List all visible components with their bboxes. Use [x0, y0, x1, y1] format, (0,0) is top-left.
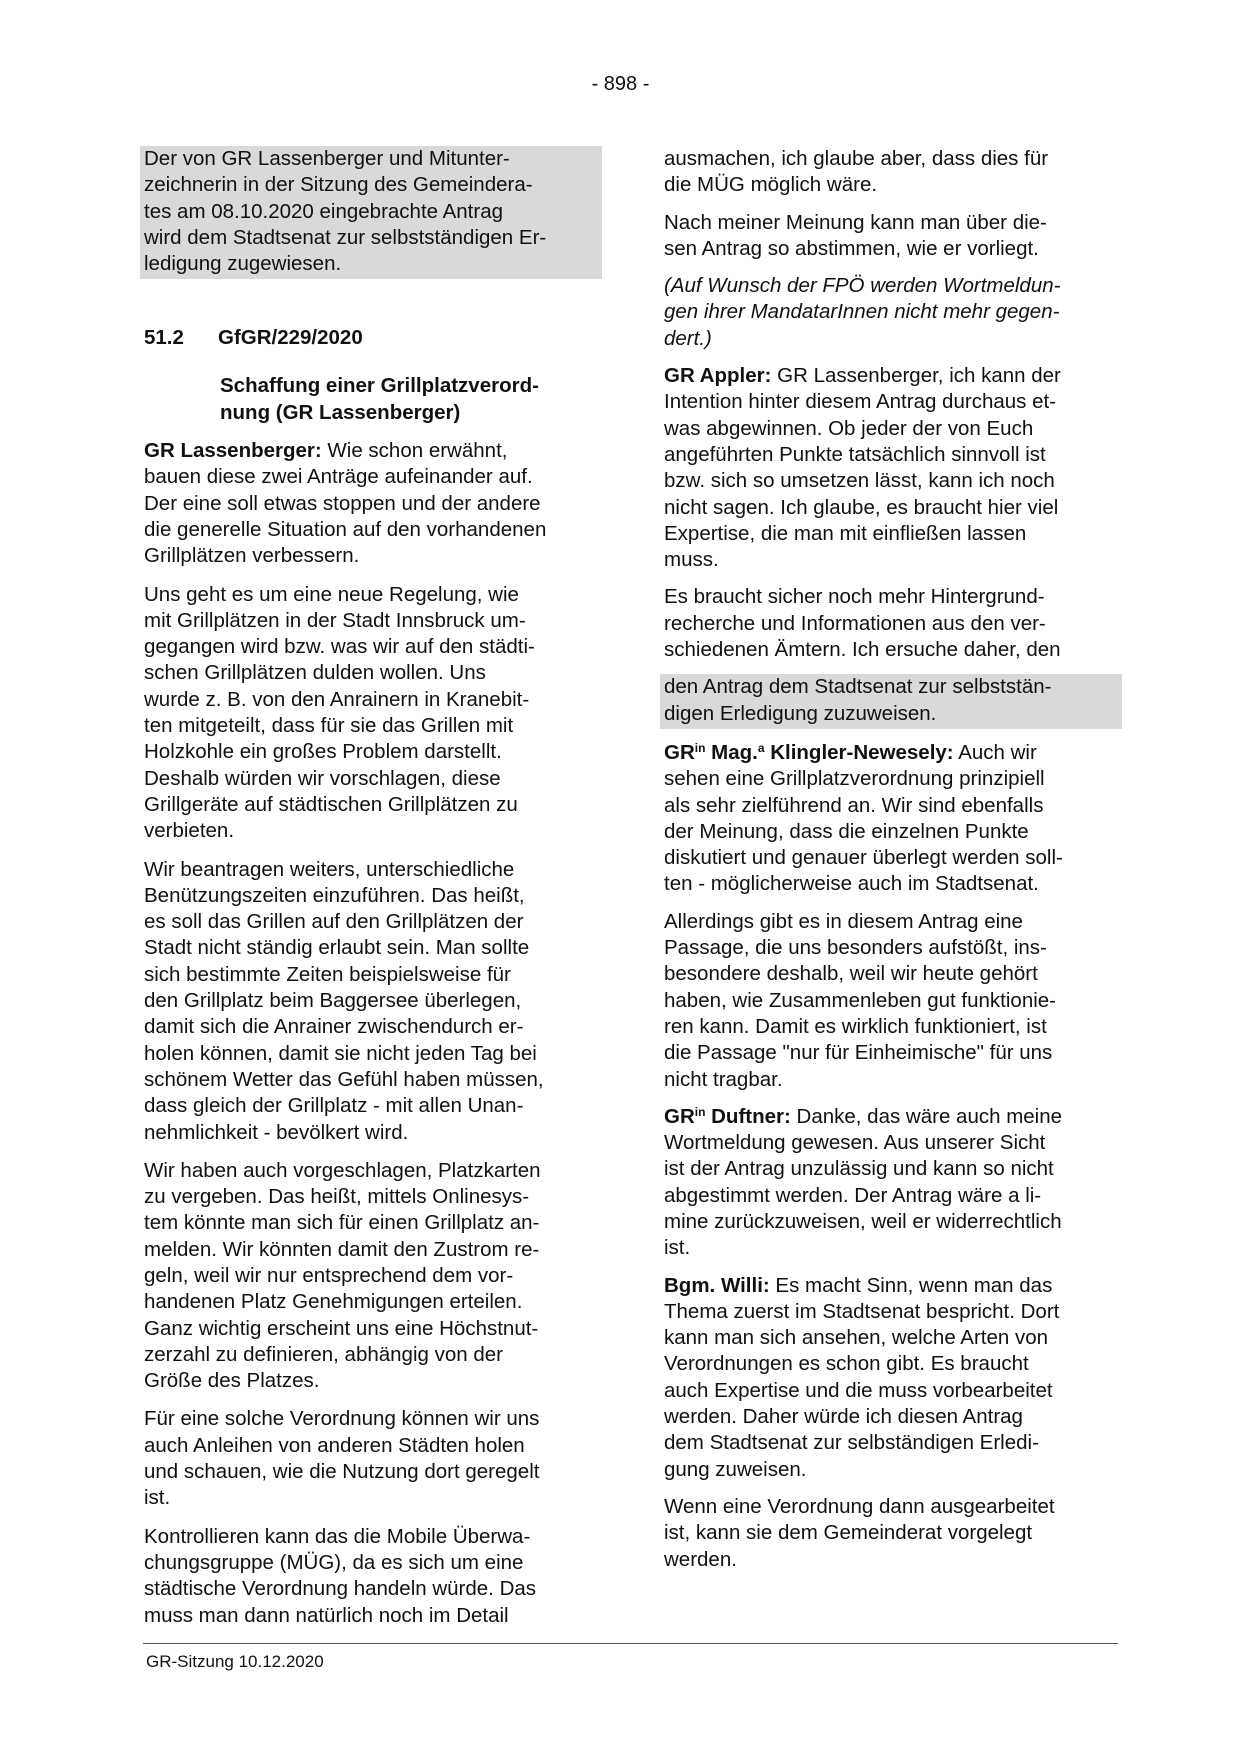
text-line: Deshalb würden wir vorschlagen, diese [144, 766, 501, 790]
text-line: Uns geht es um eine neue Regelung, wie [144, 582, 519, 606]
speaker-name: $GR^{in}$ Mag.$^a$ Klingler-Newesely: [664, 740, 954, 764]
text-line: digen Erledigung zuzuweisen. [664, 701, 937, 725]
text-line: was abgewinnen. Ob jeder der von Euch [664, 416, 1034, 440]
text-line: Der eine soll etwas stoppen und der andere [144, 491, 541, 515]
text-line: abgestimmt werden. Der Antrag wäre a li- [664, 1183, 1042, 1207]
text-line: Wenn eine Verordnung dann ausgearbeitet [664, 1494, 1055, 1518]
text-line: Wir haben auch vorgeschlagen, Platzkarten [144, 1158, 541, 1182]
text-line: die Passage "nur für Einheimische" für uns [664, 1041, 1053, 1065]
speaker-name: GR Appler: [664, 364, 772, 388]
paragraph [664, 909, 1118, 1093]
text-line: Wir beantragen weiters, unterschiedliche [144, 857, 515, 881]
text-line: Expertise, die man mit einfließen lassen [664, 521, 1027, 545]
paragraph [144, 1158, 598, 1395]
text-line: Wie schon erwähnt, [321, 439, 508, 463]
speech-willi [664, 1273, 1118, 1483]
paragraph [664, 1494, 1118, 1573]
text-line: nicht tragbar. [664, 1067, 783, 1091]
speech-lassenberger [144, 438, 598, 569]
text-line: haben, wie Zusammenleben gut funktionie- [664, 988, 1057, 1012]
text-line: Intention hinter diesem Antrag durchaus et- [664, 390, 1057, 414]
text-line: ren kann. Damit es wirklich funktioniert, ist [664, 1014, 1047, 1038]
text-line: die generelle Situation auf den vorhandenen [144, 517, 547, 541]
text-line: auch Expertise und die muss vorbearbeitet [664, 1378, 1053, 1402]
text-line: Stadt nicht ständig erlaubt sein. Man sollte [144, 936, 530, 960]
text-line: dert.) [664, 326, 712, 350]
text-line: geln, weil wir nur entsprechend dem vor- [144, 1263, 514, 1287]
right-column [664, 146, 1118, 1584]
text-line: schen Grillplätzen dulden wollen. Uns [144, 661, 486, 685]
text-line: städtische Verordnung handeln würde. Das [144, 1577, 537, 1601]
text-line: zeichnerin in der Sitzung des Gemeindera- [144, 173, 533, 197]
text-line: bzw. sich so umsetzen lässt, kann ich noch [664, 469, 1055, 493]
text-line: die MÜG möglich wäre. [664, 173, 878, 197]
text-line: nehmlichkeit - bevölkert wird. [144, 1120, 409, 1144]
text-line: Es macht Sinn, wenn man das [769, 1273, 1053, 1297]
text-line: tem könnte man sich für einen Grillplatz an- [144, 1211, 540, 1235]
text-line: als sehr zielführend an. Wir sind ebenfalls [664, 793, 1044, 817]
footer-session-date: GR-Sitzung 10.12.2020 [146, 1652, 324, 1671]
text-line: muss. [664, 548, 719, 572]
text-line: bauen diese zwei Anträge aufeinander auf. [144, 465, 533, 489]
text-line: sen Antrag so abstimmen, wie er vorliegt. [664, 236, 1039, 260]
text-line: Passage, die uns besonders aufstößt, ins- [664, 936, 1047, 960]
text-line: Verordnungen es schon gibt. Es braucht [664, 1352, 1029, 1376]
text-line: den Grillplatz beim Baggersee überlegen, [144, 989, 522, 1013]
paragraph [144, 1524, 598, 1629]
text-line: angeführten Punkte tatsächlich sinnvoll ist [664, 442, 1046, 466]
text-line: Größe des Platzes. [144, 1369, 320, 1393]
text-line: Grillgeräte auf städtischen Grillplätzen zu [144, 792, 518, 816]
decision-box [660, 674, 1122, 729]
text-line: ledigung zugewiesen. [144, 252, 342, 276]
text-line: sich bestimmte Zeiten beispielsweise für [144, 962, 511, 986]
text-line: Schaffung einer Grillplatzverord- [220, 374, 539, 398]
text-line: gen ihrer MandatarInnen nicht mehr gegen- [664, 300, 1060, 324]
text-line: dem Stadtsenat zur selbständigen Erledi- [664, 1431, 1039, 1455]
text-line: diskutiert und genauer überlegt werden soll- [664, 846, 1063, 870]
speech-duftner [664, 1104, 1118, 1262]
paragraph [664, 584, 1118, 663]
text-line: damit sich die Anrainer zwischendurch er- [144, 1015, 524, 1039]
text-line: gung zuweisen. [664, 1457, 807, 1481]
text-line: Es braucht sicher noch mehr Hintergrund- [664, 585, 1045, 609]
text-line: (Auf Wunsch der FPÖ werden Wortmeldun- [664, 274, 1061, 298]
text-line: Grillplätzen verbessern. [144, 544, 360, 568]
paragraph [144, 582, 598, 845]
speaker-name: Bgm. Willi: [664, 1273, 770, 1297]
text-line: Ganz wichtig erscheint uns eine Höchstnut- [144, 1316, 539, 1340]
text-line: der Meinung, dass die einzelnen Punkte [664, 819, 1029, 843]
text-line: Allerdings gibt es in diesem Antrag eine [664, 909, 1023, 933]
text-line: recherche und Informationen aus den ver- [664, 611, 1046, 635]
text-line: ten - möglicherweise auch im Stadtsenat. [664, 872, 1039, 896]
text-line: Für eine solche Verordnung können wir uns [144, 1407, 540, 1431]
text-line: ausmachen, ich glaube aber, dass dies für [664, 147, 1049, 170]
text-line: ist. [144, 1486, 171, 1510]
section-title [220, 373, 598, 426]
speaker-name: $GR^{in}$ Duftner: [664, 1104, 791, 1128]
text-line: und schauen, wie die Nutzung dort geregelt [144, 1460, 540, 1484]
text-line: ten mitgeteilt, dass für sie das Grillen mit [144, 714, 514, 738]
text-line: ist der Antrag unzulässig und kann so nicht [664, 1157, 1054, 1181]
text-line: schönem Wetter das Gefühl haben müssen, [144, 1067, 544, 1091]
section-header [144, 325, 598, 373]
text-line: gegangen wird bzw. was wir auf den städti- [144, 635, 535, 659]
paragraph [144, 857, 598, 1146]
text-line: melden. Wir könnten damit den Zustrom re- [144, 1237, 540, 1261]
text-line: Nach meiner Meinung kann man über die- [664, 210, 1047, 234]
text-line: wurde z. B. von den Anrainern in Kranebit- [144, 687, 530, 711]
text-line: nicht sagen. Ich glaube, es braucht hier viel [664, 495, 1059, 519]
paragraph [664, 210, 1118, 263]
text-line: mit Grillplätzen in der Stadt Innsbruck um- [144, 608, 526, 632]
text-line: Wortmeldung gewesen. Aus unserer Sicht [664, 1131, 1046, 1155]
page-number: - 898 - [591, 73, 650, 95]
text-line: tes am 08.10.2020 eingebrachte Antrag [144, 199, 504, 223]
text-line: ist. [664, 1236, 691, 1260]
text-line: Thema zuerst im Stadtsenat bespricht. Dort [664, 1299, 1060, 1323]
left-column [144, 146, 598, 1641]
text-line: Holzkohle ein großes Problem darstellt. [144, 740, 502, 764]
paragraph [144, 1406, 598, 1511]
text-line: zu vergeben. Das heißt, mittels Onlinesys- [144, 1185, 530, 1209]
text-line: mine zurückzuweisen, weil er widerrechtlich [664, 1209, 1062, 1233]
text-line: chungsgruppe (MÜG), da es sich um eine [144, 1550, 524, 1574]
speech-appler [664, 363, 1118, 573]
section-number: 51.2 [144, 326, 184, 350]
text-line: sehen eine Grillplatzverordnung prinzipiell [664, 767, 1045, 791]
decision-box [140, 146, 602, 279]
speech-klingler-newesely [664, 740, 1118, 898]
text-line: werden. Daher würde ich diesen Antrag [664, 1405, 1023, 1429]
text-line: besondere deshalb, weil wir heute gehört [664, 962, 1038, 986]
text-line: handenen Platz Genehmigungen erteilen. [144, 1290, 523, 1314]
section-code: GfGR/229/2020 [218, 326, 363, 350]
footer-divider [143, 1643, 1118, 1644]
text-line: Auch wir [953, 740, 1037, 764]
procedural-note [664, 273, 1118, 352]
text-line: Benützungszeiten einzuführen. Das heißt, [144, 883, 525, 907]
text-line: holen können, damit sie nicht jeden Tag bei [144, 1041, 537, 1065]
text-line: Kontrollieren kann das die Mobile Überwa- [144, 1524, 531, 1548]
text-line: GR Lassenberger, ich kann der [771, 364, 1061, 388]
text-line: dass gleich der Grillplatz - mit allen Unan- [144, 1094, 524, 1118]
text-line: ist, kann sie dem Gemeinderat vorgelegt [664, 1521, 1033, 1545]
text-line: wird dem Stadtsenat zur selbstständigen Er- [144, 225, 547, 249]
paragraph [664, 146, 1118, 199]
speaker-name: GR Lassenberger: [144, 439, 322, 463]
text-line: muss man dann natürlich noch im Detail [144, 1603, 509, 1627]
text-line: zerzahl zu definieren, abhängig von der [144, 1342, 503, 1366]
text-line: schiedenen Ämtern. Ich ersuche daher, den [664, 638, 1061, 662]
text-line: verbieten. [144, 819, 235, 843]
text-line: den Antrag dem Stadtsenat zur selbststän- [664, 675, 1052, 699]
text-line: Der von GR Lassenberger und Mitunter- [144, 147, 510, 170]
text-line: Danke, das wäre auch meine [790, 1104, 1063, 1128]
text-line: auch Anleihen von anderen Städten holen [144, 1433, 525, 1457]
text-line: werden. [664, 1547, 737, 1571]
text-line: nung (GR Lassenberger) [220, 400, 461, 424]
text-line: kann man sich ansehen, welche Arten von [664, 1326, 1049, 1350]
text-line: es soll das Grillen auf den Grillplätzen der [144, 910, 524, 934]
